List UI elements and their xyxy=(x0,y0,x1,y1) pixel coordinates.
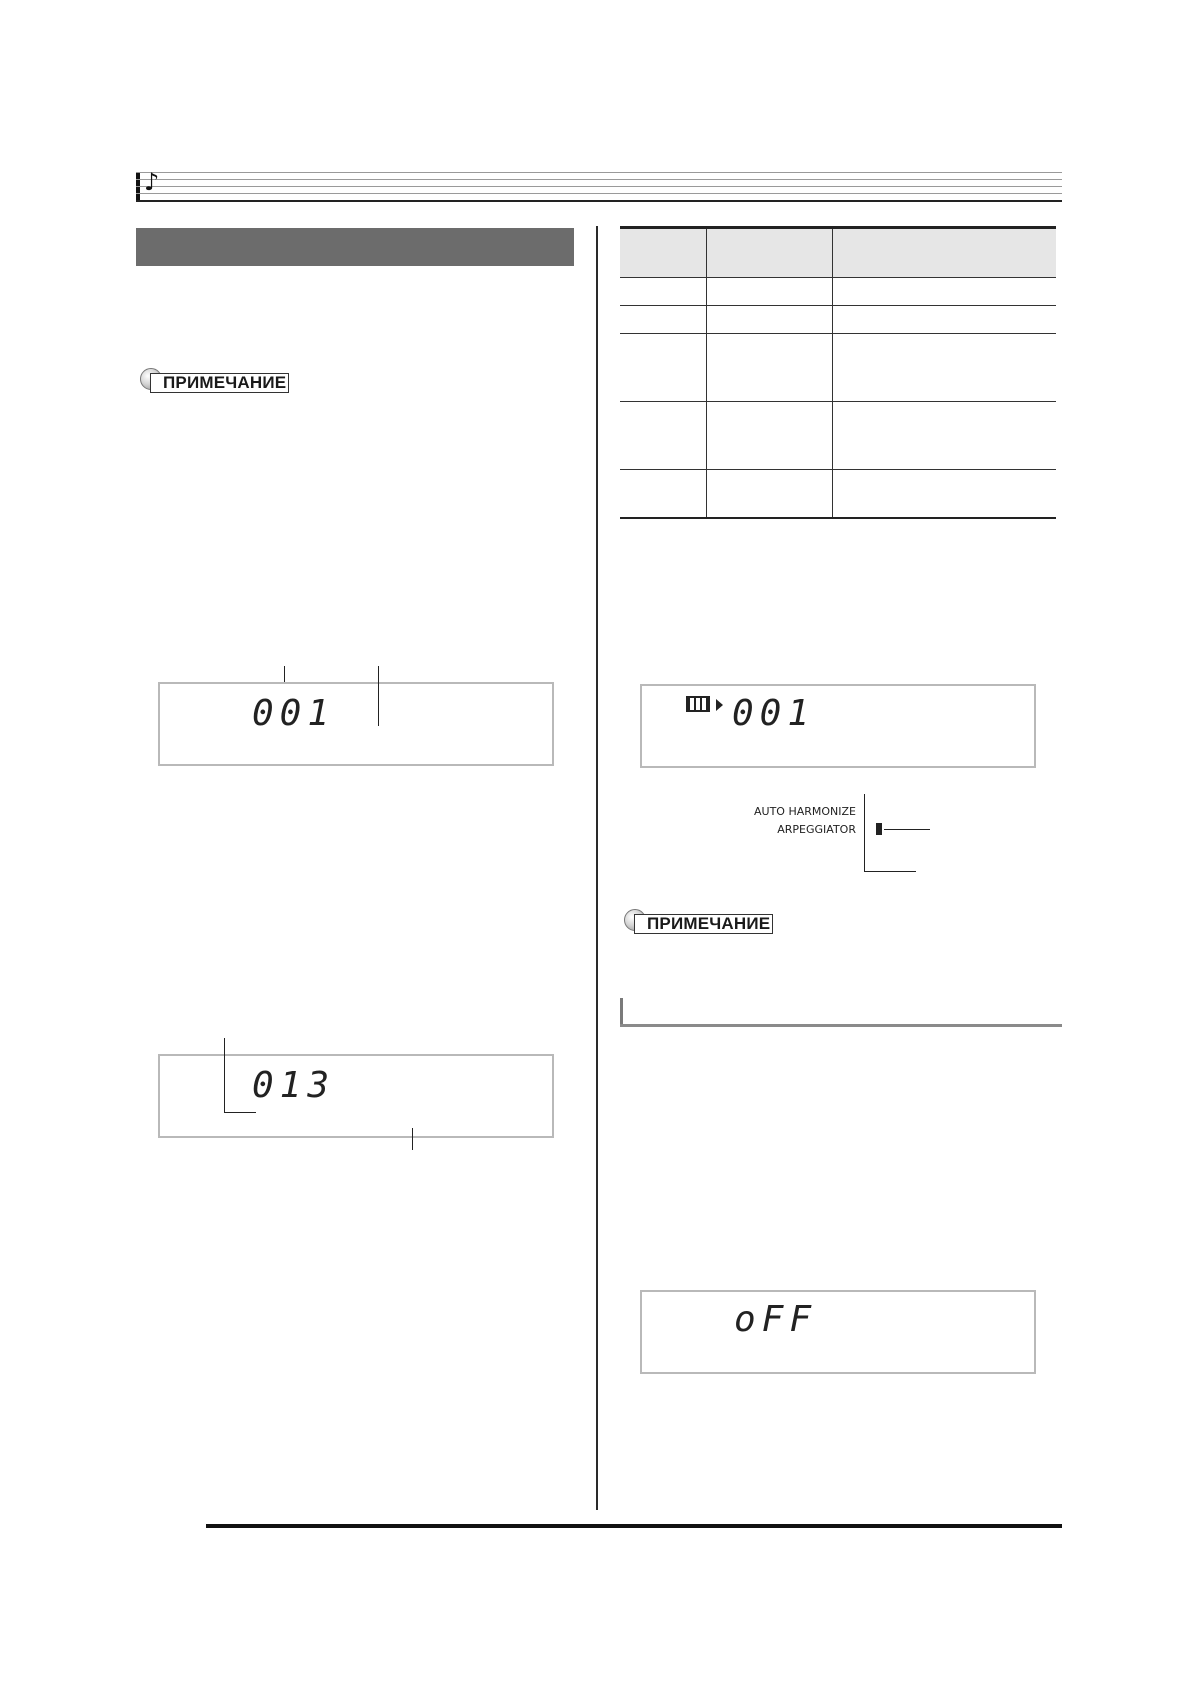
table-row xyxy=(620,278,1056,306)
panel-bracket xyxy=(864,794,865,872)
lcd-digits: 001 xyxy=(252,693,336,734)
auto-harmonize-label: AUTO HARMONIZE xyxy=(754,805,856,818)
lcd-digits: 013 xyxy=(252,1065,336,1106)
triangle-right-icon xyxy=(716,699,723,711)
data-table xyxy=(620,226,1056,519)
keyboard-icon xyxy=(686,696,710,712)
table-header-row xyxy=(620,228,1056,278)
staff-line-bottom xyxy=(136,200,1062,202)
staff-line xyxy=(136,186,1062,187)
lcd-display-1 xyxy=(158,682,554,766)
lcd-digits: 001 xyxy=(732,693,816,734)
table-header-cell xyxy=(706,228,832,278)
indicator-mark xyxy=(876,823,882,835)
note-label: ПРИМЕЧАНИЕ xyxy=(634,914,773,934)
panel-bracket xyxy=(864,871,916,872)
callout-line xyxy=(224,1038,225,1112)
footer-rule xyxy=(206,1524,1062,1528)
table-row xyxy=(620,334,1056,402)
table-row xyxy=(620,306,1056,334)
callout-line xyxy=(884,829,930,830)
arpeggiator-label: ARPEGGIATOR xyxy=(777,823,856,836)
staff-line xyxy=(136,172,1062,173)
staff-bar xyxy=(136,172,140,202)
lcd-display-4 xyxy=(640,1290,1036,1374)
header-staff xyxy=(136,168,1062,202)
staff-line xyxy=(136,193,1062,194)
staff-line xyxy=(136,179,1062,180)
note-label: ПРИМЕЧАНИЕ xyxy=(150,373,289,393)
table-header-cell xyxy=(620,228,706,278)
column-divider xyxy=(596,226,598,1510)
callout-line xyxy=(412,1128,413,1150)
subheading-rule xyxy=(620,1024,1062,1027)
eighth-note-icon: ♪ xyxy=(144,168,160,196)
callout-line xyxy=(224,1112,256,1113)
section-title-bar xyxy=(136,228,574,266)
subheading-marker xyxy=(620,998,623,1026)
table-row xyxy=(620,470,1056,518)
lcd-display-2 xyxy=(158,1054,554,1138)
lcd-digits: oFF xyxy=(734,1299,818,1340)
table-row xyxy=(620,402,1056,470)
callout-line xyxy=(284,666,285,682)
callout-line xyxy=(378,666,379,726)
table-header-cell xyxy=(832,228,1056,278)
